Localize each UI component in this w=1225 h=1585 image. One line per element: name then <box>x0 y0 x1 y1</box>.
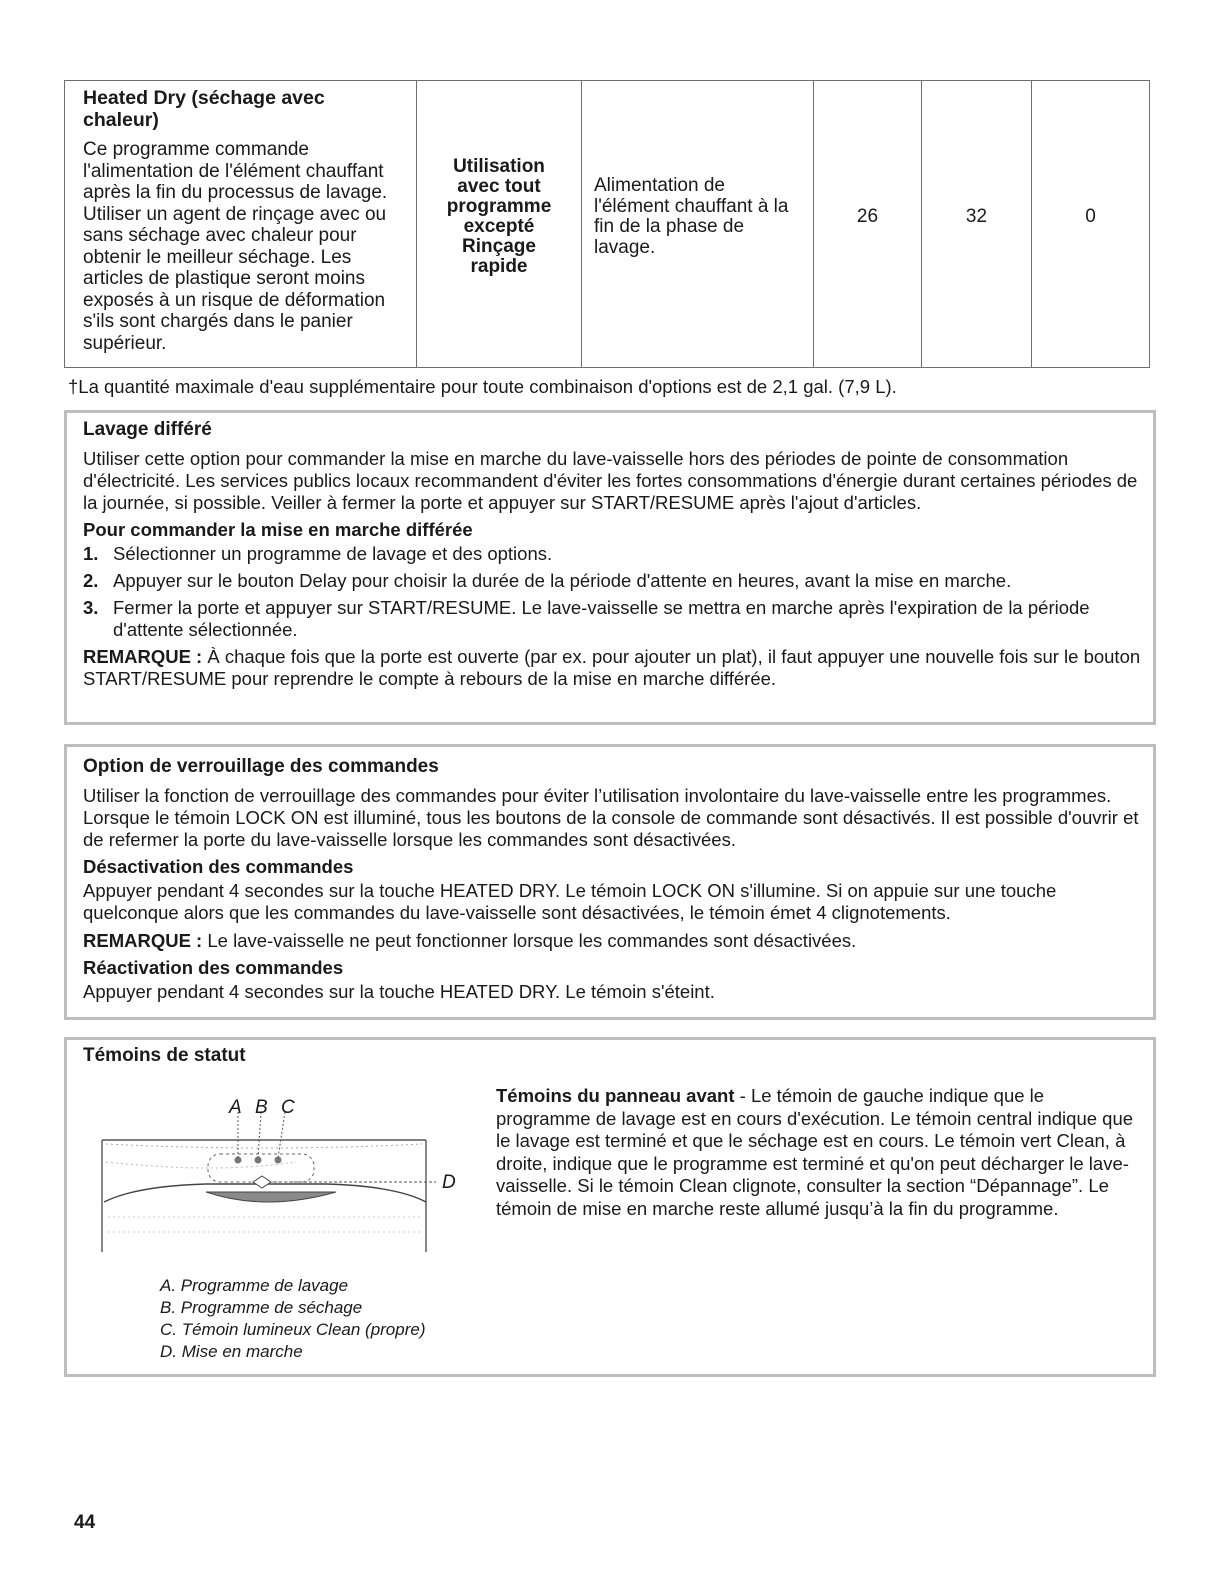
usage-line: programme <box>446 196 552 217</box>
section-title: Option de verrouillage des commandes <box>83 756 439 777</box>
step-number: 2. <box>83 570 99 591</box>
steps-list <box>83 543 1143 641</box>
section-subtitle: Réactivation des commandes <box>83 957 344 978</box>
section-intro: Utiliser la fonction de verrouillage des commandes pour éviter l’utilisation involontaire du lave-vaisselle entre les programmes. Lorsque le témoin LOCK ON est illuminé, tous les boutons de la console de commande sont désactivés. Il est possible d'ouvrir et de refermer la porte du lave-vaisselle lorsque les commandes sont désactivées. <box>83 785 1139 850</box>
table-row <box>65 81 1150 368</box>
section-subtitle: Désactivation des commandes <box>83 856 354 877</box>
section-text: Appuyer pendant 4 secondes sur la touche HEATED DRY. Le témoin s'éteint. <box>83 981 715 1002</box>
step-text: Fermer la porte et appuyer sur START/RESUME. Le lave-vaisselle se mettra en marche après l'expiration de la période d'attente sélectionnée. <box>113 597 1090 640</box>
legend-item: B. Programme de séchage <box>160 1298 363 1317</box>
section-title: Lavage différé <box>83 419 212 440</box>
options-table <box>64 80 1150 368</box>
usage-line: rapide <box>470 256 528 277</box>
callout-d: D <box>442 1172 456 1193</box>
option-name-cell <box>65 81 417 368</box>
note <box>83 930 1143 952</box>
note-label: REMARQUE : <box>83 930 203 951</box>
legend-item: A. Programme de lavage <box>160 1276 349 1295</box>
step-text: Sélectionner un programme de lavage et des options. <box>113 543 553 564</box>
illustration-legend <box>160 1275 426 1363</box>
section-subtitle: Pour commander la mise en marche différée <box>83 519 473 540</box>
page-number: 44 <box>74 1512 96 1533</box>
status-description <box>496 1085 1136 1220</box>
step-number: 1. <box>83 543 99 564</box>
usage-line: avec tout <box>457 176 541 197</box>
usage-line: Rinçage <box>462 236 536 257</box>
section-intro: Utiliser cette option pour commander la mise en marche du lave-vaisselle hors des périodes de pointe de consommation d'électricité. Les services publics locaux recommandent d'éviter les fortes consommations d'énergie durant certaines périodes de la journée, si possible. Veiller à fermer la porte et appuyer sur START/RESUME après l'ajout d'articles. <box>83 448 1138 513</box>
note <box>83 646 1143 690</box>
value-cell-3: 0 <box>1032 81 1150 368</box>
section-text: Appuyer pendant 4 secondes sur la touche HEATED DRY. Le témoin LOCK ON s'illumine. Si on appuie sur une touche quelconque alors que les commandes du lave-vaisselle sont désactivées, le témoin émet 4 clignotements. <box>83 880 1057 923</box>
list-item <box>83 597 1143 641</box>
control-lock-section <box>64 744 1156 1020</box>
value-cell-1: 26 <box>814 81 922 368</box>
clean-indicator-light <box>275 1157 282 1164</box>
delay-wash-section <box>64 410 1156 725</box>
step-number: 3. <box>83 597 99 618</box>
option-description-cell: Alimentation de l'élément chauffant à la fin de la phase de lavage. <box>582 81 814 368</box>
usage-line: Utilisation <box>453 156 545 177</box>
panel-texture <box>106 1144 422 1148</box>
note-text: À chaque fois que la porte est ouverte (par ex. pour ajouter un plat), il faut appuyer une nouvelle fois sur le bouton START/RESUME pour reprendre le compte à rebours de la mise en marche différée. <box>83 646 1141 689</box>
status-description-label: Témoins du panneau avant <box>496 1085 735 1106</box>
power-button-shape <box>253 1176 271 1188</box>
legend-item: D. Mise en marche <box>160 1342 303 1361</box>
callout-b: B <box>255 1097 268 1118</box>
section-title: Témoins de statut <box>83 1045 246 1066</box>
status-description-text: - Le témoin de gauche indique que le programme de lavage est en cours d'exécution. Le témoin central indique que le lavage est terminé et que le séchage est en cours. Le témoin vert Clean, à droite, indique que le programme est terminé et qu'on peut décharger le lave-vaisselle. Si le témoin Clean clignote, consulter la section “Dépannage”. Le témoin de mise en marche reste allumé jusqu’à la fin du programme. <box>496 1085 1134 1219</box>
callout-c: C <box>281 1097 295 1118</box>
note-text: Le lave-vaisselle ne peut fonctionner lorsque les commandes sont désactivées. <box>202 930 857 951</box>
list-item <box>83 543 1143 565</box>
legend-item: C. Témoin lumineux Clean (propre) <box>160 1320 426 1339</box>
handle-grip <box>206 1192 336 1202</box>
step-text: Appuyer sur le bouton Delay pour choisir la durée de la période d'attente en heures, avant la mise en marche. <box>113 570 1012 591</box>
table-footnote: †La quantité maximale d'eau supplémentaire pour toute combinaison d'options est de 2,1 gal. (7,9 L). <box>68 376 897 397</box>
list-item <box>83 570 1143 592</box>
panel-texture <box>106 1162 296 1168</box>
option-title: Heated Dry (séchage avec chaleur) <box>83 87 325 131</box>
usage-line: excepté <box>463 216 535 237</box>
option-usage-cell <box>417 81 582 368</box>
value-cell-2: 32 <box>922 81 1032 368</box>
note-label: REMARQUE : <box>83 646 203 667</box>
callout-a: A <box>229 1097 242 1118</box>
option-body: Ce programme commande l'alimentation de l'élément chauffant après la fin du processus de lavage. Utiliser un agent de rinçage avec ou sans séchage avec chaleur pour obtenir le meilleur séchage. Les articles de plastique seront moins exposés à un risque de déformation s'ils sont chargés dans le panier supérieur. <box>83 139 388 354</box>
